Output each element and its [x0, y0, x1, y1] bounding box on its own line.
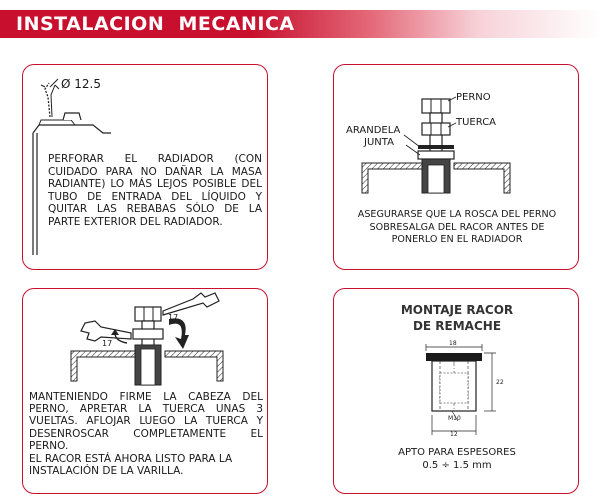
bolt-instruction-line: PONERLO EN EL RADIADOR: [391, 234, 523, 246]
thickness-caption: [334, 447, 579, 472]
bolt-instruction-line: ASEGURARSE QUE LA ROSCA DEL PERNO: [357, 209, 557, 220]
dim-thread: M10: [448, 415, 461, 422]
rivet-title-line1: MONTAJE RACOR: [400, 303, 514, 317]
panel-rivet-mount: [333, 288, 579, 494]
thickness-caption-line1: APTO PARA ESPESORES: [398, 447, 516, 458]
label-perno: PERNO: [456, 92, 491, 103]
wrench-size-right: 17: [168, 313, 179, 322]
ready-instruction-text: EL RACOR ESTÁ AHORA LISTO PARA LA INSTALACIÓN DE LA VARILLA.: [29, 453, 233, 478]
panel-drill-radiator: [22, 64, 268, 270]
label-tuerca: TUERCA: [456, 117, 497, 128]
panel-bolt-assembly: [333, 64, 579, 270]
label-junta: JUNTA: [364, 137, 394, 148]
rivet-title-line2: DE REMACHE: [412, 319, 502, 333]
label-arandela: ARANDELA: [346, 125, 401, 136]
bolt-instruction-line: SOBRESALGA DEL RACOR ANTES DE: [369, 221, 545, 233]
dim-top: 18: [449, 340, 457, 347]
panel-tighten-nut: [22, 288, 268, 494]
drill-instruction-text: PERFORAR EL RADIADOR (CON CUIDADO PARA NO DAÑAR LA MASA RADIANTE) LO MÁS LEJOS POSIBLE DEL TUBO DE ENTRADA DEL LÍQUIDO Y QUITAR LAS REBABAS SÓLO DE LA PARTE EXTERIOR DEL RADIADOR.: [48, 153, 262, 228]
drill-diameter-label: Ø 12.5: [61, 77, 101, 91]
dim-bottom: 12: [450, 431, 458, 438]
tighten-instruction-text: MANTENIENDO FIRME LA CABEZA DEL PERNO, APRETAR LA TUERCA UNAS 3 VUELTAS. AFLOJAR LUEGO LA TUERCA Y DESENROSCAR COMPLETAMENTE EL PERNO.: [29, 391, 263, 452]
bolt-instruction-text: [334, 209, 579, 247]
dim-height: 22: [496, 379, 504, 386]
thickness-caption-line2: 0.5 ÷ 1.5 mm: [422, 459, 492, 471]
wrench-size-left: 17: [102, 339, 113, 348]
page-title: INSTALACION MECANICA: [16, 13, 295, 35]
